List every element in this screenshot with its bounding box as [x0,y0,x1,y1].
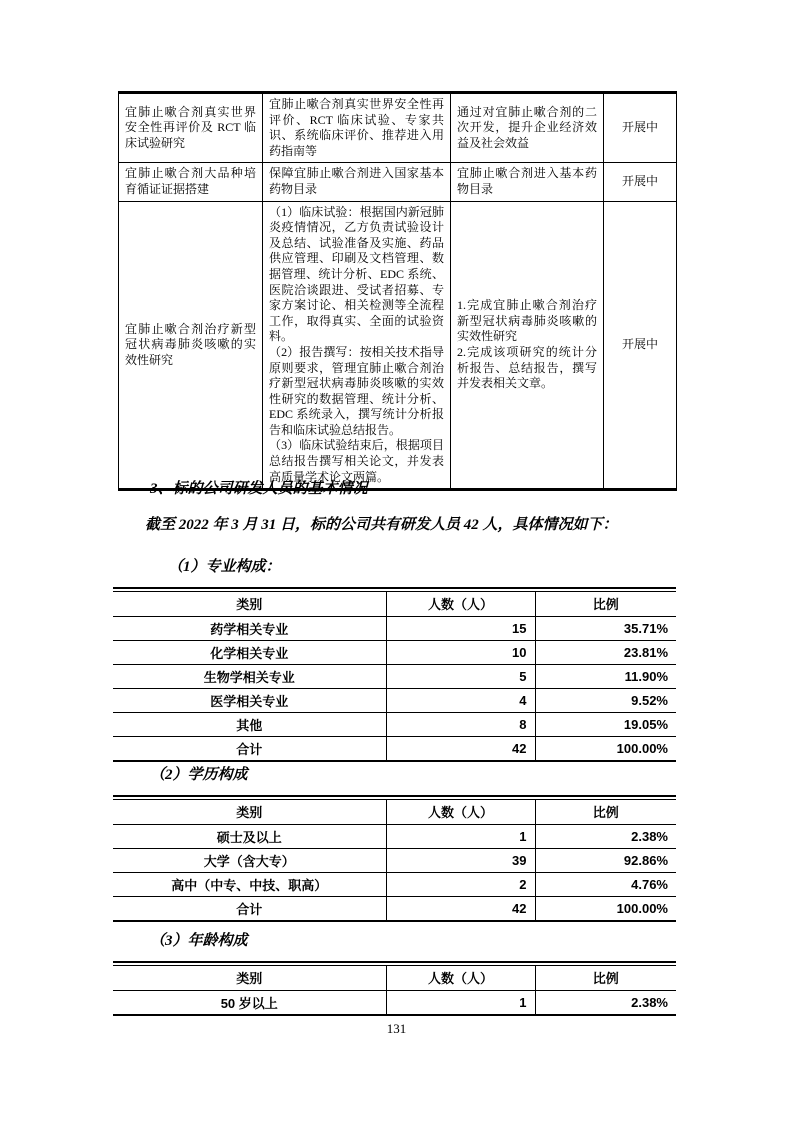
goal-paragraph: 2.完成该项研究的统计分析报告、总结报告，撰写并发表相关文章。 [457,344,597,391]
cell-headcount: 39 [386,848,535,872]
table-row [119,163,677,201]
content-paragraph: （2）报告撰写：按相关技术指导原则要求，管理宜肺止嗽合剂治疗新型冠状病毒肺炎咳嗽的实效性研究的数据管理、统计分析、EDC 系统录入，撰写统计分析报告和临床试验总结报告。 [269,344,444,437]
table-row [113,848,676,872]
col-header-category: 类别 [113,965,386,990]
content-paragraph: （1）临床试验：根据国内新冠肺炎疫情情况，乙方负责试验设计及总结、试验准备及实施、药品供应管理、印刷及文档管理、数据管理、统计分析、EDC 系统、医院洽谈跟进、受试者招募、专家方案讨论、相关检测等全流程工作，取得真实、全面的试验资料。 [269,204,444,344]
table-row [119,201,677,490]
table-row-total [113,896,676,921]
cell-project-goal: 宜肺止嗽合剂进入基本药物目录 [451,163,604,201]
cell-ratio: 2.38% [535,990,676,1015]
cell-category: 其他 [113,712,386,736]
cell-ratio: 9.52% [535,688,676,712]
goal-paragraph: 1.完成宜肺止嗽合剂治疗新型冠状病毒肺炎咳嗽的实效性研究 [457,298,597,344]
table-row [113,824,676,848]
table-header-row [113,965,676,990]
col-header-ratio: 比例 [535,799,676,824]
age-composition-table [113,961,676,1016]
cell-ratio: 92.86% [535,848,676,872]
col-header-ratio: 比例 [535,591,676,616]
cell-headcount: 2 [386,872,535,896]
cell-category: 合计 [113,896,386,921]
cell-headcount: 42 [386,736,535,761]
subheading-major-composition: （1）专业构成： [168,559,281,575]
cell-ratio: 100.00% [535,736,676,761]
cell-project-status: 开展中 [604,163,677,201]
col-header-headcount: 人数（人） [386,591,535,616]
table-row [113,616,676,640]
table-row [113,664,676,688]
table-row [113,688,676,712]
table-row [113,640,676,664]
cell-project-content [263,201,451,490]
cell-ratio: 19.05% [535,712,676,736]
cell-headcount: 10 [386,640,535,664]
cell-project-status: 开展中 [604,93,677,163]
cell-category: 50 岁以上 [113,990,386,1015]
col-header-ratio: 比例 [535,965,676,990]
cell-category: 药学相关专业 [113,616,386,640]
cell-project-status: 开展中 [604,201,677,490]
cell-ratio: 23.81% [535,640,676,664]
cell-headcount: 1 [386,990,535,1015]
cell-ratio: 100.00% [535,896,676,921]
cell-project-goal [451,201,604,490]
subheading-education-composition: （2）学历构成 [150,767,248,783]
cell-headcount: 8 [386,712,535,736]
cell-category: 医学相关专业 [113,688,386,712]
cell-project-name: 宜肺止嗽合剂真实世界安全性再评价及 RCT 临床试验研究 [119,93,263,163]
section-intro-paragraph: 截至 2022 年 3 月 31 日，标的公司共有研发人员 42 人，具体情况如下： [145,517,618,533]
content-paragraph: （3）临床试验结束后，根据项目总结报告撰写相关论文，并发表高质量学术论文两篇。 [269,438,444,484]
cell-category: 化学相关专业 [113,640,386,664]
table-row [113,712,676,736]
cell-category: 大学（含大专） [113,848,386,872]
cell-headcount: 42 [386,896,535,921]
col-header-category: 类别 [113,591,386,616]
cell-category: 生物学相关专业 [113,664,386,688]
cell-ratio: 2.38% [535,824,676,848]
research-project-table [118,91,677,491]
cell-ratio: 4.76% [535,872,676,896]
cell-project-goal: 通过对宜肺止嗽合剂的二次开发，提升企业经济效益及社会效益 [451,93,604,163]
cell-headcount: 1 [386,824,535,848]
col-header-category: 类别 [113,799,386,824]
table-row [113,872,676,896]
cell-headcount: 15 [386,616,535,640]
cell-project-name: 宜肺止嗽合剂治疗新型冠状病毒肺炎咳嗽的实效性研究 [119,201,263,490]
col-header-headcount: 人数（人） [386,799,535,824]
cell-category: 硕士及以上 [113,824,386,848]
education-composition-table [113,795,676,922]
cell-ratio: 11.90% [535,664,676,688]
table-header-row [113,799,676,824]
cell-project-name: 宜肺止嗽合剂大品种培育循证证据搭建 [119,163,263,201]
table-header-row [113,591,676,616]
cell-project-content: 宜肺止嗽合剂真实世界安全性再评价、RCT 临床试验、专家共识、系统临床评价、推荐进入用药指南等 [263,93,451,163]
cell-ratio: 35.71% [535,616,676,640]
major-composition-table [113,587,676,762]
cell-project-content: 保障宜肺止嗽合剂进入国家基本药物目录 [263,163,451,201]
cell-headcount: 4 [386,688,535,712]
table-row-total [113,736,676,761]
cell-category: 合计 [113,736,386,761]
table-row [113,990,676,1015]
cell-category: 高中（中专、中技、职高） [113,872,386,896]
page-number: 131 [386,1021,407,1036]
col-header-headcount: 人数（人） [386,965,535,990]
subheading-age-composition: （3）年龄构成 [150,933,248,949]
table-row [119,93,677,163]
section-heading: 3、标的公司研发人员的基本情况 [150,481,368,497]
cell-headcount: 5 [386,664,535,688]
